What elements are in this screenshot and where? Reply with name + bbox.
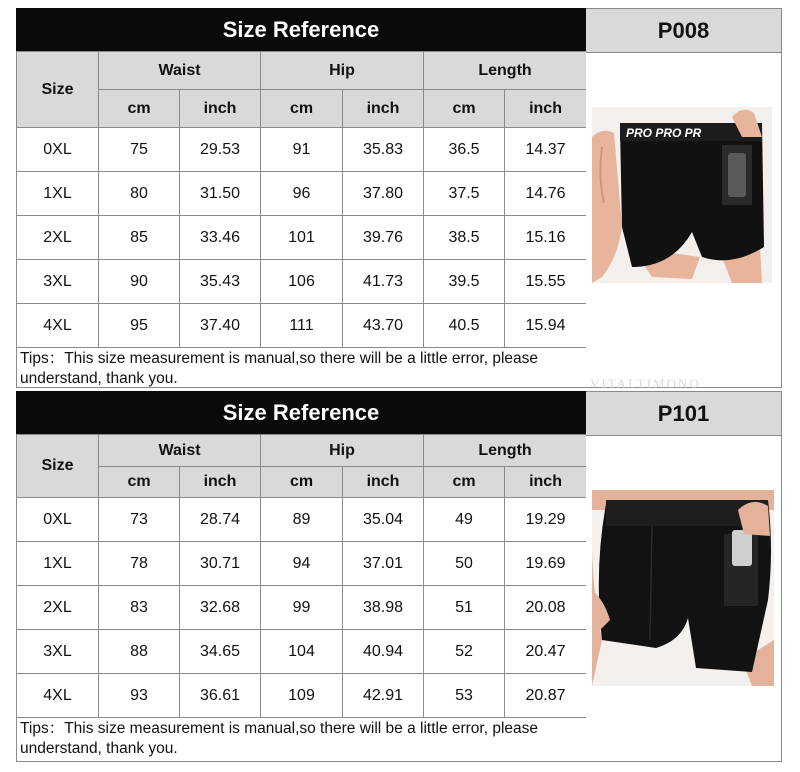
hip-inch-cell: 42.91 — [343, 674, 424, 718]
unit-cm-header: cm — [424, 90, 505, 128]
waist-inch-cell: 29.53 — [180, 128, 261, 172]
size-cell: 1XL — [17, 542, 99, 586]
hip-inch-cell: 40.94 — [343, 630, 424, 674]
length-cm-cell: 39.5 — [424, 260, 505, 304]
hip-cm-cell: 91 — [261, 128, 343, 172]
unit-inch-header: inch — [505, 467, 587, 498]
unit-cm-header: cm — [261, 90, 343, 128]
shorts-photo — [592, 490, 774, 686]
hip-cm-cell: 96 — [261, 172, 343, 216]
waist-cm-cell: 83 — [99, 586, 180, 630]
size-cell: 4XL — [17, 674, 99, 718]
waist-cm-cell: 88 — [99, 630, 180, 674]
hip-inch-cell: 41.73 — [343, 260, 424, 304]
length-cm-cell: 49 — [424, 498, 505, 542]
size-cell: 2XL — [17, 586, 99, 630]
length-inch-cell: 20.47 — [505, 630, 587, 674]
table-row — [17, 216, 587, 260]
length-inch-cell: 20.87 — [505, 674, 587, 718]
table-row — [17, 260, 587, 304]
waist-inch-cell: 30.71 — [180, 542, 261, 586]
tips-note: Tips：This size measurement is manual,so there will be a little error, please understand, thank you. — [16, 347, 586, 388]
length-inch-cell: 15.94 — [505, 304, 587, 348]
waistband-text: PRO PRO PR — [626, 126, 702, 140]
length-cm-cell: 36.5 — [424, 128, 505, 172]
table-row — [17, 674, 587, 718]
waist-cm-cell: 85 — [99, 216, 180, 260]
waist-inch-cell: 32.68 — [180, 586, 261, 630]
length-cm-cell: 40.5 — [424, 304, 505, 348]
length-inch-cell: 14.76 — [505, 172, 587, 216]
waist-inch-cell: 34.65 — [180, 630, 261, 674]
waist-inch-cell: 33.46 — [180, 216, 261, 260]
unit-inch-header: inch — [180, 90, 261, 128]
waist-cm-cell: 75 — [99, 128, 180, 172]
hip-cm-cell: 99 — [261, 586, 343, 630]
size-cell: 1XL — [17, 172, 99, 216]
waist-cm-cell: 73 — [99, 498, 180, 542]
hip-cm-cell: 89 — [261, 498, 343, 542]
length-inch-cell: 19.69 — [505, 542, 587, 586]
hip-header: Hip — [261, 52, 424, 90]
hip-inch-cell: 37.80 — [343, 172, 424, 216]
table-row — [17, 128, 587, 172]
length-header: Length — [424, 435, 587, 467]
size-cell: 2XL — [17, 216, 99, 260]
product-code: P008 — [586, 9, 781, 53]
unit-cm-header: cm — [261, 467, 343, 498]
size-header: Size — [17, 435, 99, 498]
size-cell: 0XL — [17, 128, 99, 172]
size-cell: 0XL — [17, 498, 99, 542]
hip-inch-cell: 35.83 — [343, 128, 424, 172]
hip-cm-cell: 106 — [261, 260, 343, 304]
hip-header: Hip — [261, 435, 424, 467]
length-inch-cell: 14.37 — [505, 128, 587, 172]
unit-inch-header: inch — [180, 467, 261, 498]
table-row — [17, 630, 587, 674]
unit-cm-header: cm — [99, 90, 180, 128]
table-row — [17, 586, 587, 630]
size-cell: 4XL — [17, 304, 99, 348]
product-panel — [586, 391, 782, 762]
length-cm-cell: 52 — [424, 630, 505, 674]
product-panel — [586, 8, 782, 388]
hip-cm-cell: 109 — [261, 674, 343, 718]
size-chart-p101 — [16, 391, 782, 762]
hip-inch-cell: 35.04 — [343, 498, 424, 542]
waist-cm-cell: 90 — [99, 260, 180, 304]
waist-inch-cell: 37.40 — [180, 304, 261, 348]
table-row — [17, 304, 587, 348]
tips-note: Tips：This size measurement is manual,so there will be a little error, please understand, thank you. — [16, 717, 586, 762]
table-row — [17, 542, 587, 586]
waist-cm-cell: 93 — [99, 674, 180, 718]
waist-header: Waist — [99, 52, 261, 90]
product-code: P101 — [586, 392, 781, 436]
waist-cm-cell: 95 — [99, 304, 180, 348]
length-cm-cell: 53 — [424, 674, 505, 718]
length-inch-cell: 15.16 — [505, 216, 587, 260]
size-header: Size — [17, 52, 99, 128]
size-table — [16, 434, 587, 718]
hip-cm-cell: 94 — [261, 542, 343, 586]
waist-cm-cell: 78 — [99, 542, 180, 586]
unit-inch-header: inch — [343, 90, 424, 128]
watermark-text: VITALTIMONO — [590, 376, 701, 391]
hip-inch-cell: 38.98 — [343, 586, 424, 630]
size-table — [16, 51, 587, 348]
length-inch-cell: 19.29 — [505, 498, 587, 542]
hip-cm-cell: 111 — [261, 304, 343, 348]
hip-inch-cell: 39.76 — [343, 216, 424, 260]
length-cm-cell: 38.5 — [424, 216, 505, 260]
waist-header: Waist — [99, 435, 261, 467]
table-title: Size Reference — [16, 391, 586, 434]
hip-inch-cell: 43.70 — [343, 304, 424, 348]
waist-inch-cell: 36.61 — [180, 674, 261, 718]
size-table-container — [16, 8, 587, 388]
unit-cm-header: cm — [99, 467, 180, 498]
unit-cm-header: cm — [424, 467, 505, 498]
table-title: Size Reference — [16, 8, 586, 51]
length-cm-cell: 37.5 — [424, 172, 505, 216]
hip-inch-cell: 37.01 — [343, 542, 424, 586]
size-cell: 3XL — [17, 630, 99, 674]
hip-cm-cell: 101 — [261, 216, 343, 260]
table-row — [17, 172, 587, 216]
waist-cm-cell: 80 — [99, 172, 180, 216]
length-inch-cell: 20.08 — [505, 586, 587, 630]
shorts-photo — [592, 107, 772, 283]
length-header: Length — [424, 52, 587, 90]
waist-inch-cell: 28.74 — [180, 498, 261, 542]
waist-inch-cell: 35.43 — [180, 260, 261, 304]
size-cell: 3XL — [17, 260, 99, 304]
unit-inch-header: inch — [343, 467, 424, 498]
size-table-container — [16, 391, 587, 762]
length-cm-cell: 51 — [424, 586, 505, 630]
length-cm-cell: 50 — [424, 542, 505, 586]
length-inch-cell: 15.55 — [505, 260, 587, 304]
waist-inch-cell: 31.50 — [180, 172, 261, 216]
hip-cm-cell: 104 — [261, 630, 343, 674]
unit-inch-header: inch — [505, 90, 587, 128]
size-chart-p008 — [16, 8, 782, 388]
table-row — [17, 498, 587, 542]
